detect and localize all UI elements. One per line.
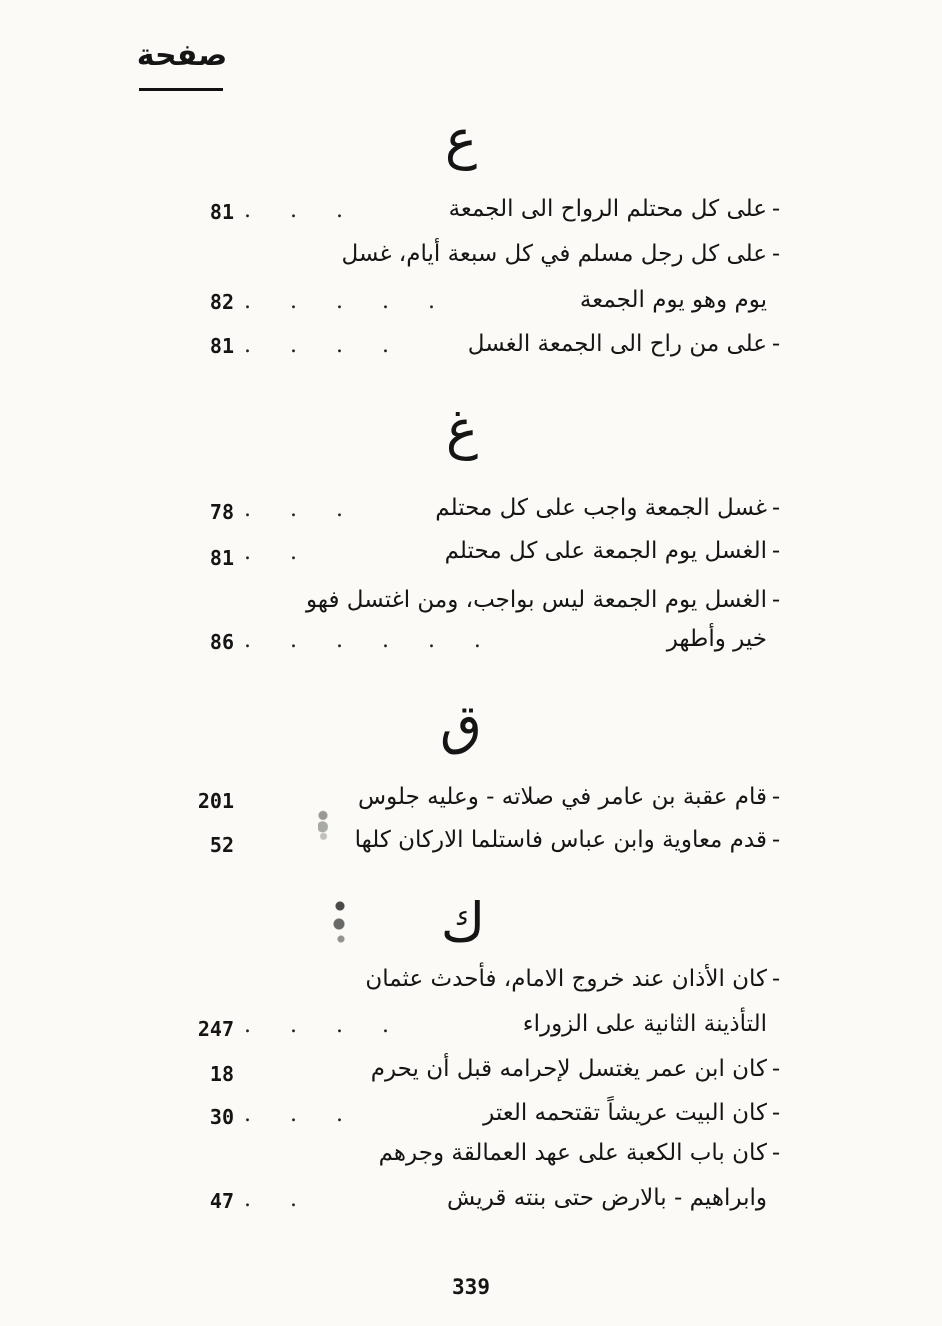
page-column-heading: صفحة <box>136 38 228 73</box>
leader-dots: . . <box>244 1187 313 1212</box>
entry-text: الغسل يوم الجمعة ليس بواجب، ومن اغتسل فهو <box>306 587 767 613</box>
entry-text: على كل محتلم الرواح الى الجمعة <box>448 196 767 222</box>
entry-text: غسل الجمعة واجب على كل محتلم <box>435 495 767 521</box>
page-reference: 247 <box>197 1017 234 1041</box>
leader-dots: . . . . . . <box>244 628 497 653</box>
entry-text: يوم وهو يوم الجمعة <box>579 287 767 313</box>
page-reference: 52 <box>209 833 234 857</box>
entry-dash: - <box>771 1140 781 1166</box>
entry-text: كان البيت عريشاً تقتحمه العتر <box>483 1100 767 1126</box>
entry-dash: - <box>771 587 781 613</box>
section-letter-kaf: ك <box>440 891 486 954</box>
entry-dash: - <box>771 538 781 564</box>
entry-text: قام عقبة بن عامر في صلاته - وعليه جلوس <box>358 784 767 810</box>
entry-text: على من راح الى الجمعة الغسل <box>467 331 767 357</box>
entry-dash: - <box>771 196 781 222</box>
index-entry <box>235 589 785 612</box>
page-reference: 47 <box>209 1189 234 1213</box>
page-reference: 82 <box>209 290 234 314</box>
section-letter-ain: ع <box>444 108 478 171</box>
page-reference: 81 <box>209 200 234 224</box>
scan-artifact <box>330 888 350 948</box>
page-number: 339 <box>452 1275 490 1299</box>
page-reference: 78 <box>209 500 234 524</box>
entry-text: كان الأذان عند خروج الامام، فأحدث عثمان <box>365 966 767 992</box>
page-reference: 30 <box>209 1105 234 1129</box>
section-letter-qaf: ق <box>440 693 482 756</box>
leader-dots: . . . . <box>244 1013 405 1038</box>
index-entry <box>235 1142 785 1165</box>
entry-dash: - <box>771 495 781 521</box>
entry-text: التأذينة الثانية على الزوراء <box>522 1011 767 1037</box>
entry-text: وابراهيم - بالارض حتى بنته قريش <box>446 1185 767 1211</box>
index-entry <box>235 1058 785 1081</box>
leader-dots: . . . <box>244 1102 359 1127</box>
entry-text: خير وأطهر <box>666 626 767 652</box>
entry-dash: - <box>771 1056 781 1082</box>
entry-dash: - <box>771 966 781 992</box>
entry-text: كان ابن عمر يغتسل لإحرامه قبل أن يحرم <box>370 1056 767 1082</box>
entry-dash: - <box>771 1100 781 1126</box>
entry-dash: - <box>771 784 781 810</box>
entry-dash: - <box>771 827 781 853</box>
entry-dash: - <box>771 331 781 357</box>
scan-artifact <box>318 804 328 842</box>
page-reference: 201 <box>197 789 234 813</box>
page-reference: 18 <box>209 1062 234 1086</box>
section-letter-ghain: غ <box>445 398 479 461</box>
page-reference: 81 <box>209 334 234 358</box>
index-entry <box>235 243 785 266</box>
entry-text: على كل رجل مسلم في كل سبعة أيام، غسل <box>341 241 767 267</box>
index-entry <box>235 968 785 991</box>
leader-dots: . . . <box>244 198 359 223</box>
entry-dash: - <box>771 241 781 267</box>
entry-text: كان باب الكعبة على عهد العمالقة وجرهم <box>378 1140 767 1166</box>
page-reference: 81 <box>209 546 234 570</box>
leader-dots: . . . <box>244 497 359 522</box>
leader-dots: . . <box>244 540 313 565</box>
entry-text: الغسل يوم الجمعة على كل محتلم <box>444 538 767 564</box>
page-reference: 86 <box>209 630 234 654</box>
leader-dots: . . . . <box>244 333 405 358</box>
entry-text: قدم معاوية وابن عباس فاستلما الاركان كلها <box>354 827 767 853</box>
leader-dots: . . . . . <box>244 289 451 314</box>
heading-underline <box>139 88 223 91</box>
